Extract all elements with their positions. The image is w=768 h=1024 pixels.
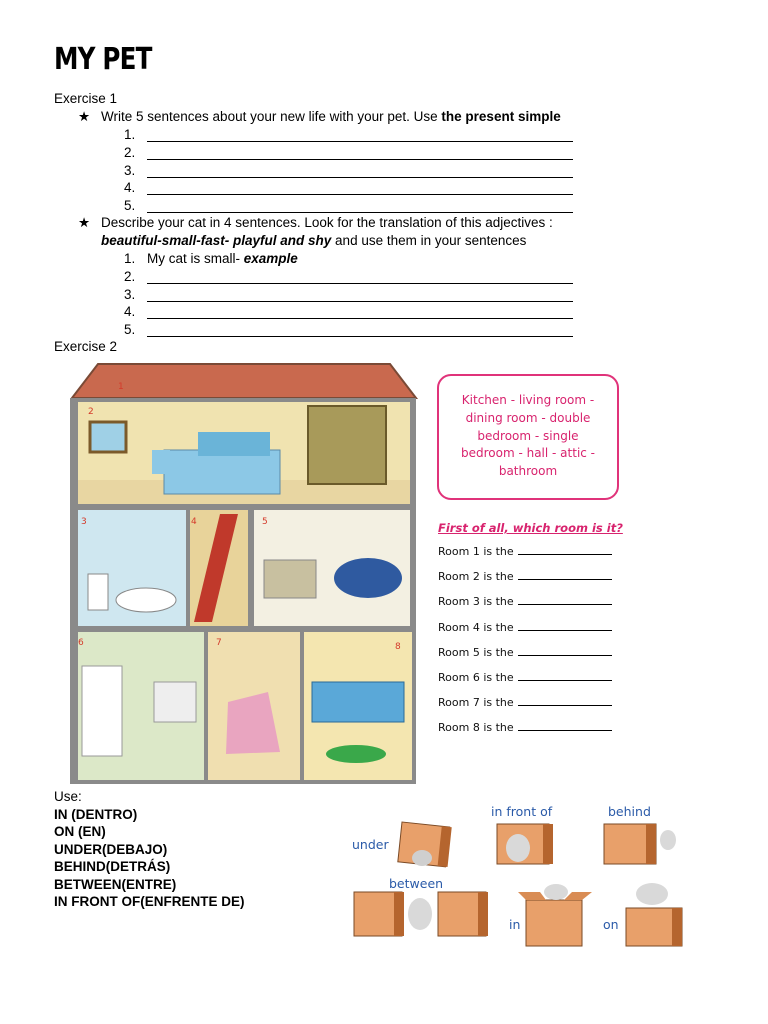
task1-answer-line[interactable] bbox=[147, 146, 573, 160]
room-question bbox=[438, 671, 612, 684]
task2-line-number: 5. bbox=[124, 322, 136, 338]
room-answer-blank[interactable] bbox=[518, 621, 612, 631]
vocabulary-box bbox=[437, 374, 619, 500]
task2-line-number: 4. bbox=[124, 304, 136, 320]
prepositions-illustration bbox=[350, 800, 690, 950]
use-item: IN FRONT OF(ENFRENTE DE) bbox=[54, 894, 245, 909]
room-question bbox=[438, 595, 612, 608]
vocab-line: bathroom bbox=[498, 464, 558, 479]
task1-answer-line[interactable] bbox=[147, 199, 573, 213]
task2-answer-line[interactable] bbox=[147, 323, 573, 337]
use-item: IN (DENTRO) bbox=[54, 806, 138, 822]
room-number-8: 8 bbox=[395, 642, 401, 652]
attic-roof bbox=[72, 364, 416, 398]
room-question bbox=[438, 721, 612, 734]
task1-line-number: 2. bbox=[124, 144, 136, 160]
star-icon: ★ bbox=[78, 109, 91, 124]
room-question bbox=[438, 545, 612, 558]
task1-instruction: Write 5 sentences about your new life with your pet. Use the present simple bbox=[101, 109, 561, 124]
room-answer-blank[interactable] bbox=[518, 646, 612, 656]
use-list bbox=[54, 788, 245, 911]
room-question bbox=[438, 696, 612, 709]
room-question-label: Room 2 is the bbox=[438, 570, 514, 584]
room-question-label: Room 5 is the bbox=[438, 645, 514, 659]
room-answer-blank[interactable] bbox=[518, 671, 612, 681]
task2-answer-line[interactable] bbox=[147, 288, 573, 302]
room-question-label: Room 1 is the bbox=[438, 545, 514, 558]
task1-line-number: 1. bbox=[124, 127, 136, 142]
task1-line-number: 5. bbox=[124, 198, 136, 214]
room-number-1: 1 bbox=[118, 382, 124, 392]
room-question-label: Room 4 is the bbox=[438, 620, 514, 634]
task2-answer-line[interactable] bbox=[147, 305, 573, 319]
label-on: on bbox=[603, 917, 619, 932]
picture-frame bbox=[90, 422, 126, 452]
room-number-6: 6 bbox=[78, 638, 84, 648]
room-answer-blank[interactable] bbox=[518, 595, 612, 605]
house-illustration bbox=[68, 362, 420, 786]
room-question bbox=[438, 646, 612, 659]
use-item: BEHIND(DETRÁS) bbox=[54, 859, 171, 874]
cat-between bbox=[408, 898, 432, 930]
task2-line-number: 3. bbox=[124, 286, 136, 302]
cat-under bbox=[412, 850, 432, 866]
task1-answer-line[interactable] bbox=[147, 164, 573, 178]
label-behind: behind bbox=[608, 804, 651, 819]
room-question-heading: First of all, which room is it? bbox=[438, 521, 623, 535]
task1-line-number: 3. bbox=[124, 162, 136, 178]
vocab-line: Kitchen - living room - bbox=[461, 393, 595, 407]
room-number-5: 5 bbox=[262, 517, 268, 527]
cat-in-front-of bbox=[506, 834, 530, 862]
room-number-4: 4 bbox=[191, 517, 197, 527]
room-answer-blank[interactable] bbox=[518, 721, 612, 731]
label-in-front-of: in front of bbox=[491, 804, 553, 819]
page-title: MY PET bbox=[54, 42, 152, 77]
room-answer-blank[interactable] bbox=[518, 696, 612, 706]
cat-in bbox=[544, 884, 568, 900]
label-under: under bbox=[352, 837, 389, 852]
room-answer-blank[interactable] bbox=[518, 545, 612, 555]
task1-answer-line[interactable] bbox=[147, 128, 573, 142]
exercise1-heading: Exercise 1 bbox=[54, 91, 118, 106]
room-question-label: Room 6 is the bbox=[438, 671, 514, 684]
example-label: example bbox=[243, 251, 298, 266]
example-sentence: My cat is small- bbox=[147, 251, 244, 266]
use-item: UNDER(DEBAJO) bbox=[54, 841, 168, 857]
task2-line-number: 1. bbox=[124, 251, 136, 266]
cat-behind bbox=[660, 830, 676, 850]
star-icon: ★ bbox=[78, 215, 91, 230]
use-item: BETWEEN(ENTRE) bbox=[54, 876, 177, 892]
task2-answer-line[interactable] bbox=[147, 270, 573, 284]
double-bed bbox=[164, 450, 280, 494]
task2-example bbox=[147, 250, 298, 268]
vocab-line: bedroom - single bbox=[477, 428, 579, 443]
vocab-line: bedroom - hall - attic - bbox=[460, 446, 596, 461]
wardrobe bbox=[308, 406, 386, 484]
room-answer-blank[interactable] bbox=[518, 570, 612, 580]
room-question-label: Room 3 is the bbox=[438, 595, 514, 609]
use-heading: Use: bbox=[54, 789, 82, 804]
room-number-3: 3 bbox=[81, 517, 87, 527]
room-number-7: 7 bbox=[216, 638, 222, 648]
exercise2-heading: Exercise 2 bbox=[54, 339, 118, 354]
box-in bbox=[526, 900, 582, 946]
room-question bbox=[438, 570, 612, 583]
cat-on bbox=[636, 883, 668, 905]
room-number-2: 2 bbox=[88, 407, 94, 417]
label-between: between bbox=[389, 876, 444, 891]
label-in: in bbox=[509, 917, 521, 932]
task2-instruction: Describe your cat in 4 sentences. Look for the translation of this adjectives : beautiful-small-fast- playful and shy and use them in your sentences bbox=[101, 215, 553, 248]
task1-answer-line[interactable] bbox=[147, 181, 573, 195]
task1-line-number: 4. bbox=[124, 180, 136, 196]
room-question-label: Room 8 is the bbox=[438, 721, 514, 735]
vocab-line: dining room - double bbox=[465, 410, 591, 425]
task2-line-number: 2. bbox=[124, 268, 136, 284]
room-question-label: Room 7 is the bbox=[438, 696, 514, 710]
use-item: ON (EN) bbox=[54, 824, 106, 839]
room-question bbox=[438, 621, 612, 634]
